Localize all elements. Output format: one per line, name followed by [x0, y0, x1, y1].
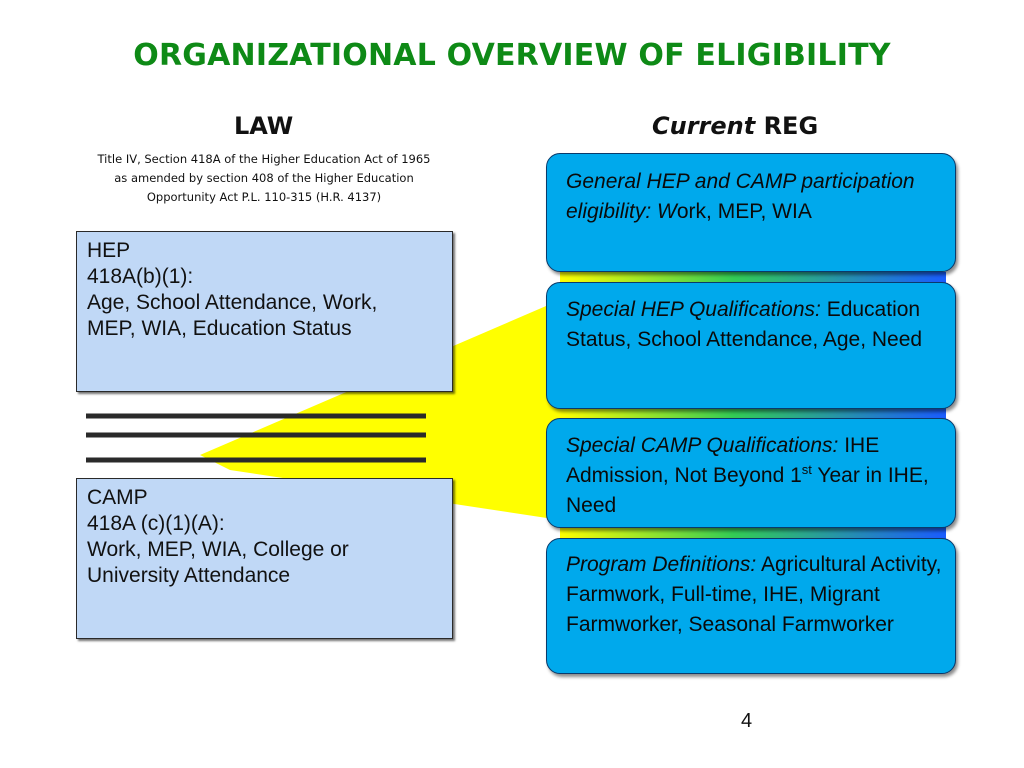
reg-box-camp	[546, 418, 956, 528]
reg-box-definitions-label: Program Definitions:	[566, 553, 757, 576]
reg-box-camp-label: Special CAMP Qualifications:	[566, 434, 839, 457]
camp-line-1: CAMP	[87, 486, 148, 509]
reg-box-hep-label: Special HEP Qualifications:	[566, 298, 821, 321]
reg-box-definitions	[546, 538, 956, 674]
hep-line-4: MEP, WIA, Education Status	[87, 317, 352, 340]
reg-box-definitions-text: Agricultural Activity, Farmwork, Full-time, IHE, Migrant Farmworker, Seasonal Farmworker	[566, 553, 942, 636]
reg-heading-italic: Current	[652, 112, 756, 140]
reg-box-hep-text: Education Status, School Attendance, Age, Need	[566, 298, 923, 351]
camp-line-4: University Attendance	[87, 564, 291, 587]
camp-line-3: Work, MEP, WIA, College or	[87, 538, 349, 561]
reg-box-camp-text-after: Year in IHE, Need	[566, 464, 929, 517]
law-heading: LAW	[234, 112, 294, 140]
camp-line-2: 418A (c)(1)(A):	[87, 512, 225, 535]
hep-line-1: HEP	[87, 239, 131, 262]
slide-title: ORGANIZATIONAL OVERVIEW OF ELIGIBILITY	[133, 38, 891, 73]
reg-box-general-text: ork, MEP, WIA	[676, 200, 812, 223]
hep-law-box	[76, 231, 453, 392]
hep-line-3: Age, School Attendance, Work,	[87, 291, 378, 314]
reg-heading-rest: REG	[763, 112, 819, 140]
reg-box-general	[546, 153, 956, 272]
camp-law-box	[76, 478, 453, 639]
hep-line-2: 418A(b)(1):	[87, 265, 194, 288]
page-number: 4	[741, 710, 753, 732]
reg-box-camp-sup: st	[801, 462, 812, 477]
reg-box-general-label: General HEP and CAMP participation eligibility: W	[566, 170, 915, 223]
reg-box-hep	[546, 282, 956, 409]
reg-box-camp-text: IHE Admission, Not Beyond 1	[566, 434, 880, 487]
law-subtitle: Title IV, Section 418A of the Higher Education Act of 1965 as amended by section 408 of the Higher Education Opportunity Act P.L. 110-315 (H.R. 4137)	[97, 152, 431, 204]
